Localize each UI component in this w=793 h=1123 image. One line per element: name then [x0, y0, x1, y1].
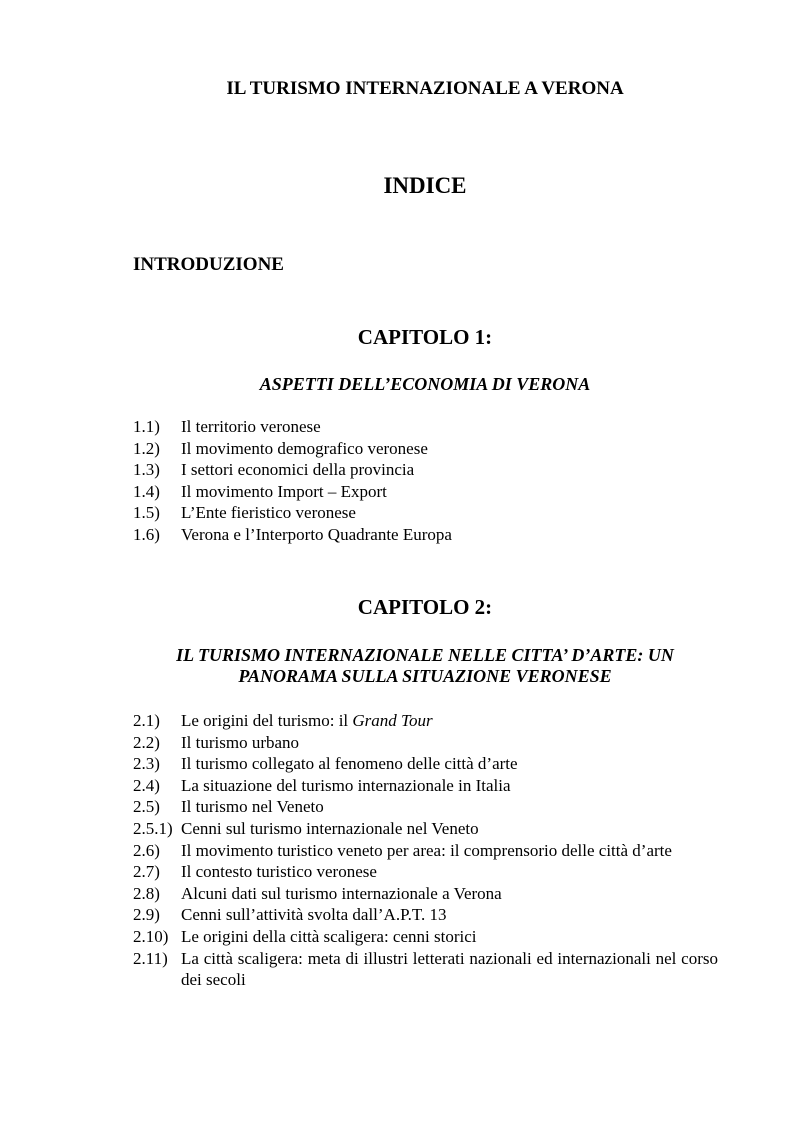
toc-text: Alcuni dati sul turismo internazionale a Verona: [181, 883, 502, 903]
toc-text: Il movimento demografico veronese: [181, 438, 428, 458]
toc-text: La situazione del turismo internazionale in Italia: [181, 775, 511, 795]
chapter-2-subtitle-line-2: PANORAMA SULLA SITUAZIONE VERONESE: [238, 666, 612, 686]
toc-item: [133, 732, 718, 754]
toc-item: [133, 861, 718, 883]
toc-item: [133, 948, 718, 991]
toc-item: [133, 883, 718, 905]
chapter-2-heading: CAPITOLO 2:: [357, 595, 493, 619]
toc-text: [181, 710, 718, 732]
toc-text: Il territorio veronese: [181, 417, 321, 436]
toc-item: [133, 459, 718, 481]
index-heading: INDICE: [383, 173, 467, 198]
toc-item: [133, 818, 718, 840]
introduction-heading: INTRODUZIONE: [133, 254, 284, 275]
toc-text: Il movimento Import – Export: [181, 481, 387, 501]
toc-item: [133, 502, 718, 524]
toc-number: 2.5): [133, 797, 160, 817]
toc-number: 2.5.1): [133, 818, 173, 838]
document-title: IL TURISMO INTERNAZIONALE A VERONA: [226, 78, 624, 99]
toc-item: [133, 796, 718, 818]
toc-number: 2.10): [133, 926, 169, 946]
toc-text: La città scaligera: meta di illustri letterati nazionali ed internazionali nel corso dei secoli: [181, 948, 718, 990]
toc-item: [133, 753, 718, 775]
toc-number: 2.1): [133, 711, 160, 730]
toc-text-plain: Le origini del turismo: il: [181, 711, 353, 730]
toc-item: [133, 926, 718, 948]
toc-text: L’Ente fieristico veronese: [181, 503, 356, 523]
toc-number: 2.9): [133, 905, 160, 925]
toc-item: [133, 524, 718, 546]
toc-text: Il contesto turistico veronese: [181, 862, 377, 882]
toc-number: 2.6): [133, 840, 160, 860]
toc-number: 1.2): [133, 438, 160, 458]
toc-number: 1.1): [133, 417, 160, 436]
chapter-2-subtitle: [145, 645, 705, 687]
toc-text-italic: Grand Tour: [352, 711, 433, 730]
toc-item: [133, 775, 718, 797]
chapter-1-heading: CAPITOLO 1:: [357, 325, 493, 349]
toc-number: 1.6): [133, 524, 160, 544]
toc-text: Il movimento turistico veneto per area: il comprensorio delle città d’arte: [181, 840, 672, 860]
toc-number: 1.5): [133, 503, 160, 523]
toc-text: Verona e l’Interporto Quadrante Europa: [181, 524, 452, 544]
chapter-2-subtitle-line-1: IL TURISMO INTERNAZIONALE NELLE CITTA’ D’ARTE: UN: [176, 645, 674, 665]
toc-number: 2.11): [133, 948, 168, 968]
toc-number: 2.2): [133, 732, 160, 752]
toc-item: [133, 904, 718, 926]
toc-item: [133, 481, 718, 503]
toc-item: [133, 840, 718, 862]
toc-text: I settori economici della provincia: [181, 460, 415, 480]
toc-text: Le origini della città scaligera: cenni storici: [181, 926, 477, 946]
chapter-1-toc: [133, 416, 718, 546]
toc-text: Il turismo nel Veneto: [181, 797, 324, 817]
chapter-1-subtitle: ASPETTI DELL’ECONOMIA DI VERONA: [259, 374, 591, 394]
toc-item: [133, 416, 718, 438]
toc-number: 2.3): [133, 754, 160, 774]
toc-text: Il turismo urbano: [181, 732, 300, 752]
toc-text: Cenni sul turismo internazionale nel Veneto: [181, 818, 479, 838]
toc-number: 1.3): [133, 460, 160, 480]
toc-number: 2.4): [133, 775, 160, 795]
toc-number: 2.8): [133, 883, 160, 903]
toc-text: Il turismo collegato al fenomeno delle città d’arte: [181, 754, 518, 774]
toc-item: [133, 710, 718, 732]
toc-item: [133, 438, 718, 460]
toc-number: 2.7): [133, 862, 160, 882]
toc-text: Cenni sull’attività svolta dall’A.P.T. 13: [181, 905, 447, 925]
chapter-2-toc: [133, 710, 718, 991]
toc-number: 1.4): [133, 481, 160, 501]
